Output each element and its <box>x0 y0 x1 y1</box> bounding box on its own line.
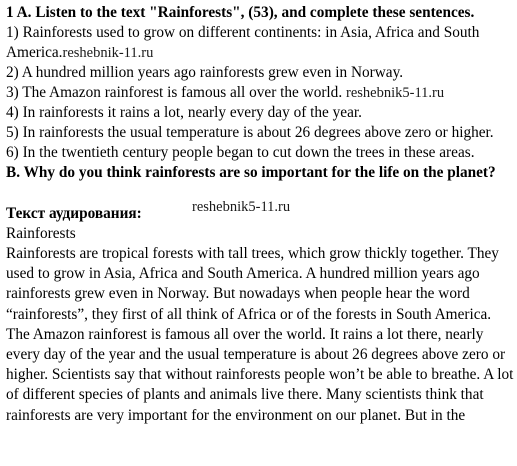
sentence-3: 3) The Amazon rainforest is famous all over the world. <box>6 84 343 101</box>
sentence-1-line-2 <box>6 43 514 63</box>
sentence-4: 4) In rainforests it rains a lot, nearly every day of the year. <box>6 104 362 121</box>
transcript-line: rainforests grew even in Norway. But nowadays when people hear the word <box>6 285 470 303</box>
document-page <box>6 3 514 426</box>
watermark-3: reshebnik5-11.ru <box>192 199 291 215</box>
transcript-line: Rainforests are tropical forests with tall trees, which grow thickly together. They <box>6 245 499 262</box>
transcript-label: Текст аудирования: <box>6 205 142 222</box>
question-b: B. Why do you think rainforests are so important for the life on the planet? <box>6 164 496 181</box>
sentence-5: 5) In rainforests the usual temperature is about 26 degrees above zero or higher. <box>6 124 494 141</box>
transcript-line: “rainforests”, they first of all think of Africa or of the forests in South America. <box>6 305 492 323</box>
watermark-1: reshebnik-11.ru <box>62 45 154 61</box>
sentence-6: 6) In the twentieth century people began to cut down the trees in these areas. <box>6 144 475 161</box>
sentence-2: 2) A hundred million years ago rainforests grew even in Norway. <box>6 64 404 81</box>
task-heading: 1 A. Listen to the text "Rainforests", (53), and complete these sentences. <box>6 4 475 21</box>
transcript-label-line <box>6 199 514 224</box>
transcript-line: The Amazon rainforest is famous all over the world. It rains a lot there, nearly <box>6 325 484 343</box>
transcript-line: every day of the year and the usual temperature is about 26 degrees above zero or <box>6 345 506 363</box>
transcript-title: Rainforests <box>6 225 76 242</box>
transcript-body <box>6 244 514 426</box>
transcript-line: rainforests are very important for the environment on our planet. But in the <box>6 406 466 424</box>
transcript-line: higher. Scientists say that without rainforests people won’t be able to breathe. A lot <box>6 366 514 384</box>
watermark-2: reshebnik5-11.ru <box>346 85 445 101</box>
transcript-line: used to grow in Asia, Africa and South America. A hundred million years ago <box>6 265 480 283</box>
transcript-line: of different species of plants and animals live there. Many scientists think that <box>6 386 484 404</box>
sentence-3-line <box>6 83 514 103</box>
sentence-1-line-1: 1) Rainforests used to grow on different continents: in Asia, Africa and South <box>6 24 480 41</box>
sentence-1-end: America. <box>6 44 63 61</box>
